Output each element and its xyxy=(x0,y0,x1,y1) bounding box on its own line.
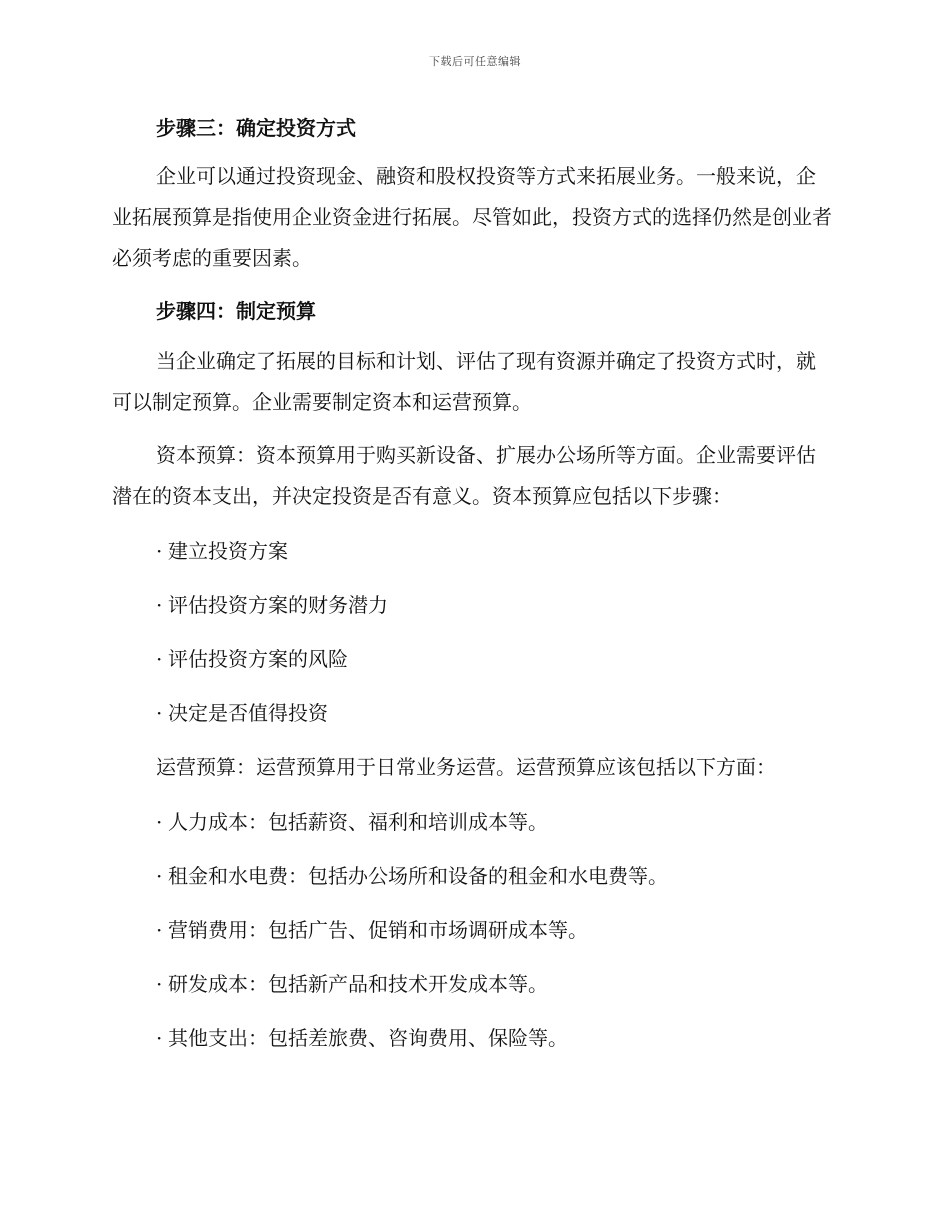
operating-list-item xyxy=(112,1018,834,1058)
bullet-dot: · xyxy=(156,864,163,888)
operating-list-item xyxy=(112,856,834,896)
capital-list-item xyxy=(112,585,834,625)
step4-paragraph: 当企业确定了拓展的目标和计划、评估了现有资源并确定了投资方式时，就可以制定预算。企业需要制定资本和运营预算。 xyxy=(112,349,816,414)
operating-list-item xyxy=(112,910,834,950)
list-item-text: 租金和水电费：包括办公场所和设备的租金和水电费等。 xyxy=(168,864,668,888)
document-body xyxy=(112,108,834,1072)
list-item-text: 研发成本：包括新产品和技术开发成本等。 xyxy=(168,972,548,996)
list-item-text: 评估投资方案的风险 xyxy=(168,647,348,671)
bullet-dot: · xyxy=(156,539,163,563)
bullet-dot: · xyxy=(156,810,163,834)
bullet-dot: · xyxy=(156,647,163,671)
list-item-text: 人力成本：包括薪资、福利和培训成本等。 xyxy=(168,810,548,834)
capital-list-item xyxy=(112,531,834,571)
step4-heading: 步骤四：制定预算 xyxy=(156,299,316,323)
list-item-text: 评估投资方案的财务潜力 xyxy=(168,593,388,617)
step3-heading: 步骤三：确定投资方式 xyxy=(156,116,356,140)
bullet-dot: · xyxy=(156,918,163,942)
bullet-dot: · xyxy=(156,701,163,725)
capital-budget-paragraph: 资本预算：资本预算用于购买新设备、扩展办公场所等方面。企业需要评估潜在的资本支出，并决定投资是否有意义。资本预算应包括以下步骤： xyxy=(112,443,816,508)
capital-list-item xyxy=(112,639,834,679)
list-item-text: 其他支出：包括差旅费、咨询费用、保险等。 xyxy=(168,1026,568,1050)
operating-budget-paragraph: 运营预算：运营预算用于日常业务运营。运营预算应该包括以下方面： xyxy=(156,755,776,779)
capital-list-item xyxy=(112,693,834,733)
operating-list-item xyxy=(112,964,834,1004)
page-header: 下载后可任意编辑 xyxy=(429,55,521,68)
bullet-dot: · xyxy=(156,972,163,996)
operating-list-item xyxy=(112,802,834,842)
bullet-dot: · xyxy=(156,1026,163,1050)
step3-paragraph: 企业可以通过投资现金、融资和股权投资等方式来拓展业务。一般来说，企业拓展预算是指使用企业资金进行拓展。尽管如此，投资方式的选择仍然是创业者必须考虑的重要因素。 xyxy=(112,164,832,270)
bullet-dot: · xyxy=(156,593,163,617)
list-item-text: 建立投资方案 xyxy=(168,539,288,563)
list-item-text: 营销费用：包括广告、促销和市场调研成本等。 xyxy=(168,918,588,942)
list-item-text: 决定是否值得投资 xyxy=(168,701,328,725)
